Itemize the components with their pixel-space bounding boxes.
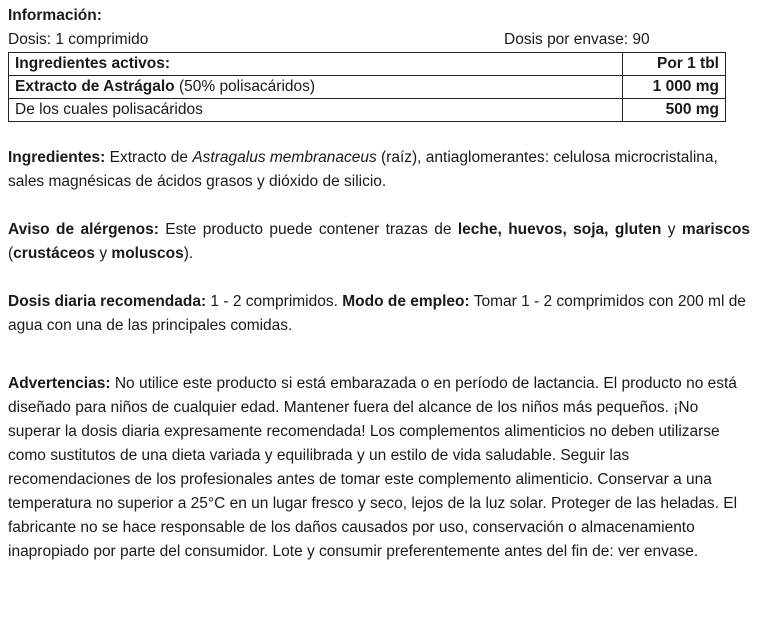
dosage-text: 1 - 2 comprimidos. [206, 293, 343, 310]
allergen-shellfish: mariscos [681, 221, 750, 238]
doses-per-pack: Dosis por envase: 90 [504, 31, 650, 48]
warnings-text: No utilice este producto si está embarazada o en período de lactancia. El producto no está diseñado para niños de cualquier edad. Mantener fuera del alcance de los niños más pequeños. ¡No superar la dosis diaria expresamente recomendada! Los complementos alimenticios no deben utilizarse como sustitutos de una dieta variada y equilibrada y un estilo de vida saludable. Seguir las recomendaciones de los profesionales antes de tomar este complemento alimenticio. Conservar a una temperatura no superior a 25°C en un lugar fresco y seco, lejos de la luz solar. Proteger de las heladas. El fabricante no se hace responsable de los daños causados por uso, conservación o almacenamiento inapropiado por parte del consumidor. Lote y consumir preferentemente antes del fin de: ver envase. [8, 375, 738, 560]
allergens-text: Este producto puede contener trazas de [158, 221, 458, 238]
table-row [9, 76, 726, 99]
ingredient-name-bold: Extracto de Astrágalo [15, 78, 175, 95]
table-cell-name [9, 99, 623, 122]
table-header-row [9, 53, 726, 76]
table-header-value: Por 1 tbl [623, 53, 726, 76]
warnings-paragraph [8, 372, 750, 564]
ingredients-label: Ingredientes: [8, 149, 106, 166]
allergen-molluscs: moluscos [111, 245, 184, 262]
ingredient-name-rest: (50% polisacáridos) [174, 78, 316, 95]
allergens-text: y [661, 221, 682, 238]
warnings-label: Advertencias: [8, 375, 111, 392]
dose-text: Dosis: 1 comprimido [8, 31, 149, 48]
table-row [9, 99, 726, 122]
active-ingredients-table [8, 52, 726, 122]
allergens-label: Aviso de alérgenos: [8, 221, 159, 238]
allergens-text: y [95, 245, 112, 262]
allergens-text: ). [183, 245, 194, 262]
product-label [8, 4, 750, 564]
info-title: Información: [8, 7, 102, 24]
allergens-paragraph [8, 218, 750, 266]
dose-line [8, 28, 750, 52]
table-header-label: Ingredientes activos: [9, 53, 623, 76]
allergen-list: leche, huevos, soja, gluten [457, 221, 662, 238]
table-cell-value: 500 mg [623, 99, 726, 122]
table-cell-value: 1 000 mg [623, 76, 726, 99]
usage-text: Tomar 1 - 2 comprimidos con 200 ml de agua con una de las principales comidas. [8, 293, 746, 334]
ingredients-text: (raíz), antiaglomerantes: celulosa microcristalina, sales magnésicas de ácidos grasos y dióxido de silicio. [8, 149, 718, 190]
allergens-text: ( [8, 245, 14, 262]
ingredient-name-rest: De los cuales polisacáridos [15, 101, 203, 118]
ingredients-paragraph [8, 146, 750, 194]
ingredients-text: Extracto de [105, 149, 193, 166]
dosage-paragraph [8, 290, 750, 338]
species-name: Astragalus membranaceus [192, 149, 377, 166]
dosage-label: Dosis diaria recomendada: [8, 293, 207, 310]
table-cell-name [9, 76, 623, 99]
usage-label: Modo de empleo: [342, 293, 470, 310]
allergen-crustaceans: crustáceos [13, 245, 96, 262]
